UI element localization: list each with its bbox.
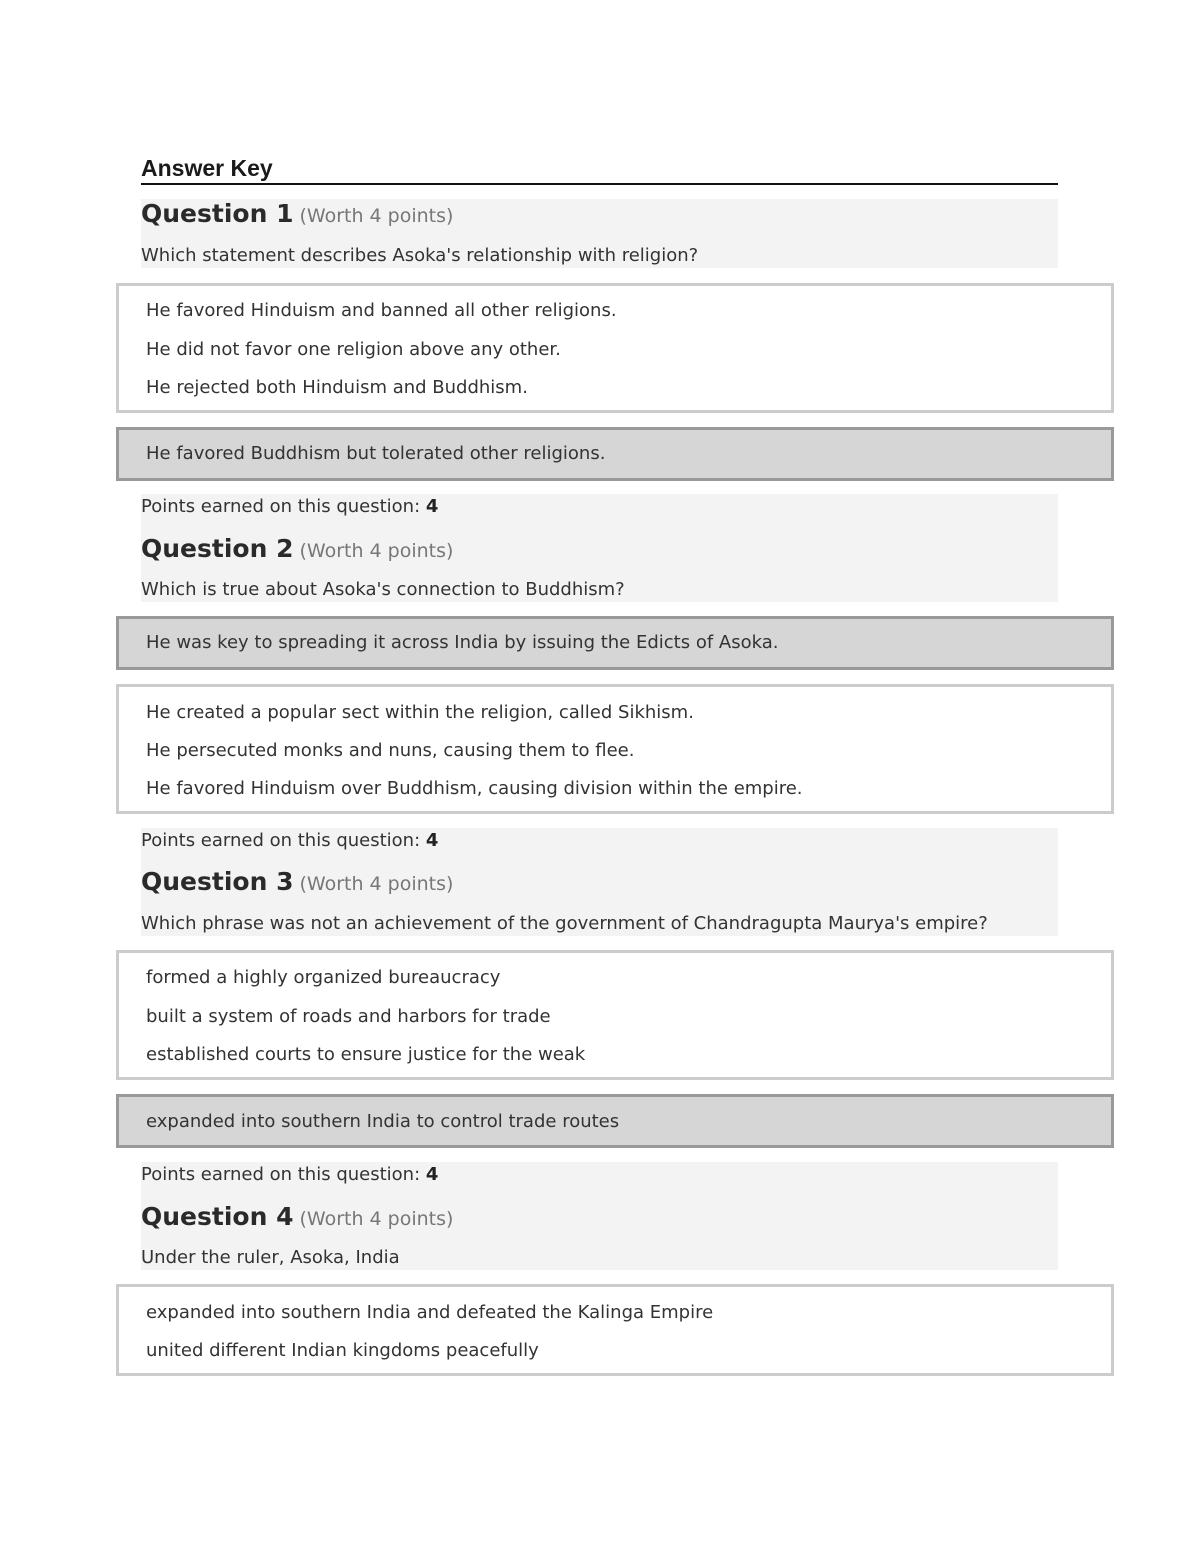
question-1-text: Which statement describes Asoka's relationship with religion? [141, 245, 699, 266]
question-4-option-2[interactable]: united different Indian kingdoms peacefully [146, 1340, 539, 1361]
question-3-title: Question 3 [141, 867, 294, 896]
question-2-correct-answer [116, 616, 1114, 670]
points-value: 4 [425, 830, 439, 851]
question-2-option-2[interactable]: He persecuted monks and nuns, causing them to flee. [146, 740, 635, 761]
question-3-points [141, 1164, 438, 1185]
question-2-heading [141, 534, 453, 563]
question-3-correct-option[interactable]: expanded into southern India to control trade routes [146, 1111, 620, 1132]
question-3-header [141, 828, 1058, 936]
question-1-correct-answer [116, 427, 1114, 481]
question-4-option-1[interactable]: expanded into southern India and defeated the Kalinga Empire [146, 1302, 714, 1323]
question-4-text: Under the ruler, Asoka, India [141, 1247, 400, 1268]
question-1-option-2[interactable]: He did not favor one religion above any other. [146, 339, 561, 360]
question-2-title: Question 2 [141, 534, 294, 563]
question-4-title: Question 4 [141, 1202, 294, 1231]
question-2-correct-option[interactable]: He was key to spreading it across India by issuing the Edicts of Asoka. [146, 632, 779, 653]
points-label: Points earned on this question: [141, 1164, 421, 1185]
question-3-option-1[interactable]: formed a highly organized bureaucracy [146, 967, 501, 988]
question-2-option-3[interactable]: He favored Hinduism over Buddhism, causing division within the empire. [146, 778, 803, 799]
question-4-header [141, 1162, 1058, 1270]
question-3-worth: (Worth 4 points) [299, 873, 454, 895]
question-1-option-1[interactable]: He favored Hinduism and banned all other religions. [146, 300, 617, 321]
question-3-option-3[interactable]: established courts to ensure justice for the weak [146, 1044, 586, 1065]
question-3-heading [141, 867, 453, 896]
question-3-text: Which phrase was not an achievement of the government of Chandragupta Maurya's empire? [141, 913, 988, 934]
points-label: Points earned on this question: [141, 496, 421, 517]
question-4-worth: (Worth 4 points) [299, 1208, 454, 1230]
points-value: 4 [425, 1164, 439, 1185]
question-1-correct-option[interactable]: He favored Buddhism but tolerated other religions. [146, 443, 606, 464]
question-2-option-1[interactable]: He created a popular sect within the religion, called Sikhism. [146, 702, 694, 723]
points-value: 4 [425, 496, 439, 517]
question-1-heading [141, 199, 453, 228]
question-1-title: Question 1 [141, 199, 294, 228]
points-label: Points earned on this question: [141, 830, 421, 851]
question-1-options [116, 283, 1114, 413]
question-1-option-3[interactable]: He rejected both Hinduism and Buddhism. [146, 377, 528, 398]
question-2-options [116, 684, 1114, 814]
question-2-worth: (Worth 4 points) [299, 540, 454, 562]
question-1-points [141, 496, 438, 517]
question-1-worth: (Worth 4 points) [299, 205, 454, 227]
question-3-option-2[interactable]: built a system of roads and harbors for trade [146, 1006, 551, 1027]
question-4-heading [141, 1202, 453, 1231]
question-1-header [141, 199, 1058, 268]
page-title: Answer Key [141, 155, 273, 181]
question-3-correct-answer [116, 1094, 1114, 1148]
question-2-header [141, 494, 1058, 602]
question-3-options [116, 950, 1114, 1080]
title-divider [141, 183, 1058, 185]
question-2-points [141, 830, 438, 851]
question-4-options [116, 1284, 1114, 1376]
question-2-text: Which is true about Asoka's connection to Buddhism? [141, 579, 625, 600]
